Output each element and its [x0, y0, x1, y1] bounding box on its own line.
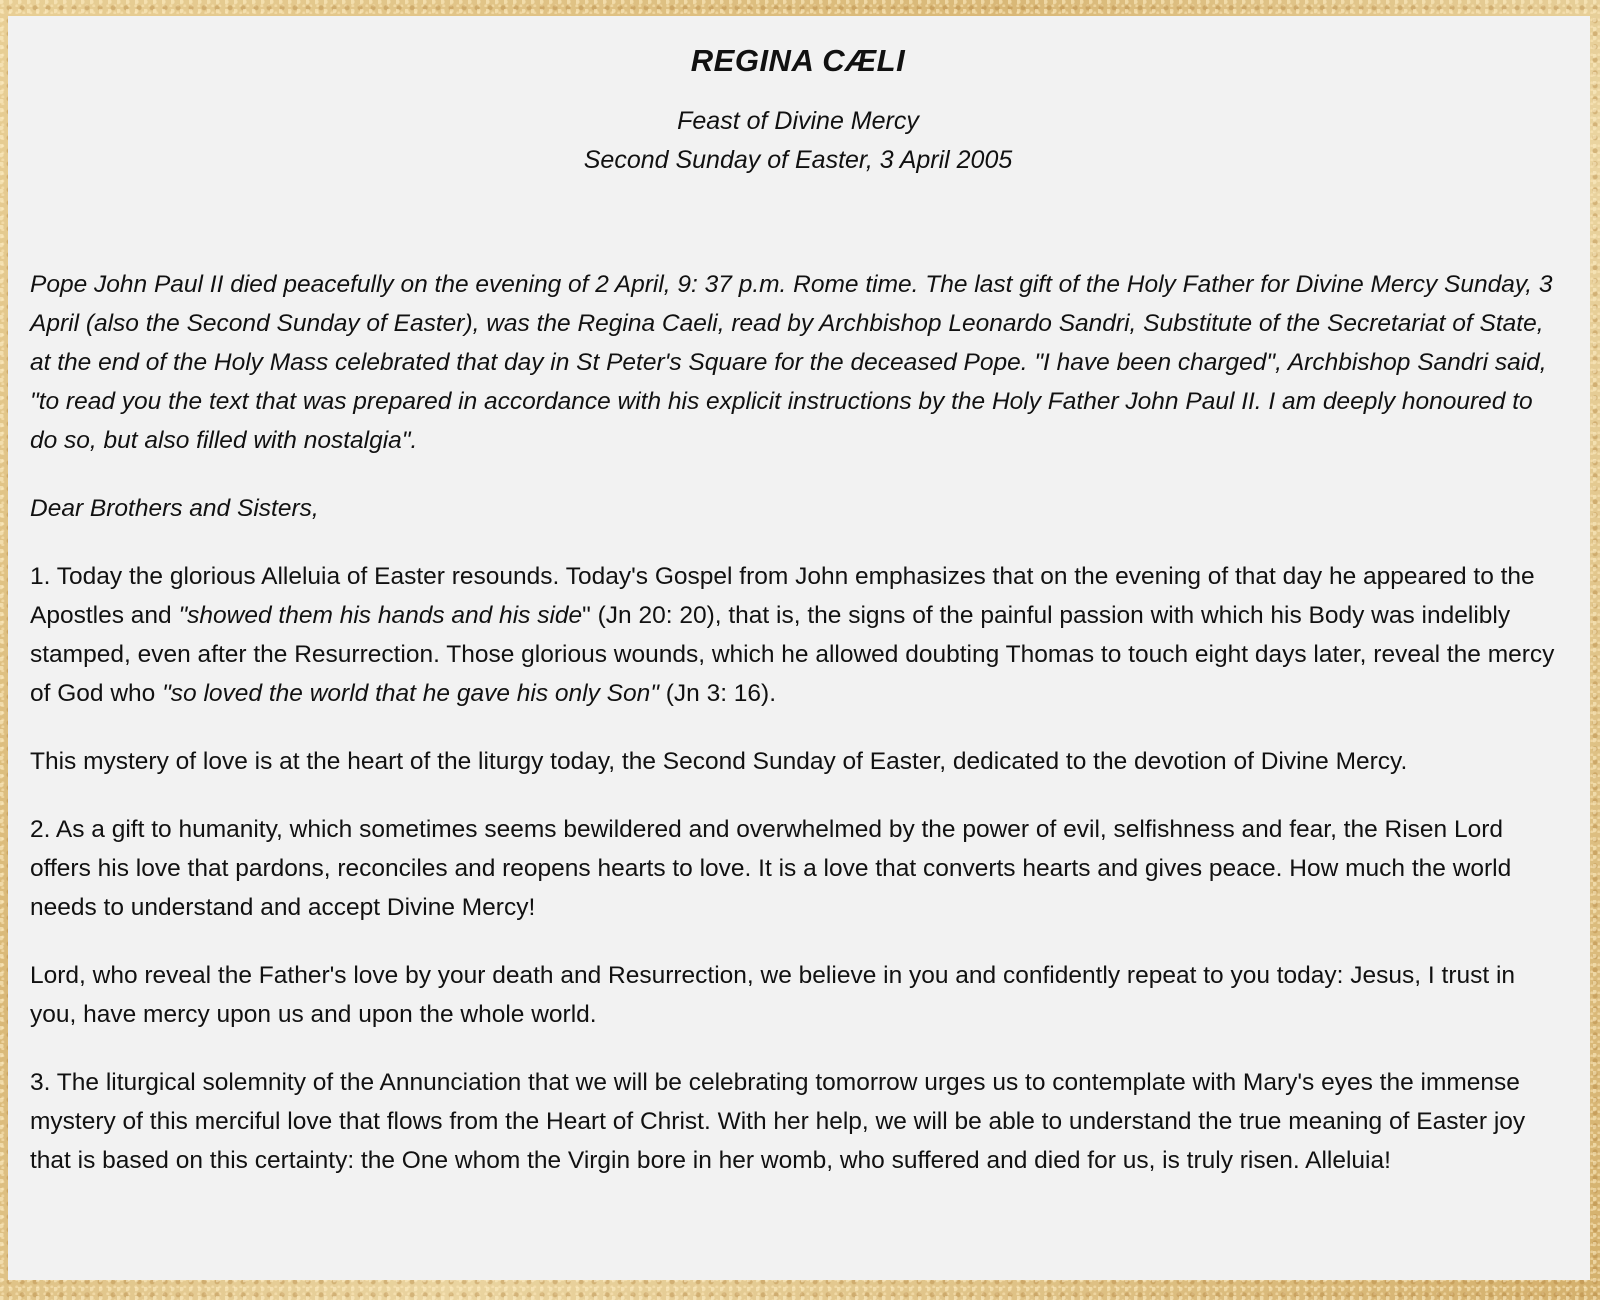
paragraph-3: 2. As a gift to humanity, which sometimes seems bewildered and overwhelmed by the power of evil, selfishness and fear, the Risen Lord offers his love that pardons, reconciles and reopens hearts to love. It is a love that converts hearts and gives peace. How much the world needs to understand and accept Divine Mercy! [30, 816, 1512, 921]
paragraph-1-quote1: "showed them his hands and his side [178, 602, 583, 629]
paragraph-1-part1: 1. Today the glorious Alleluia of Easter resounds. Today's Gospel from John emphasizes that on the evening of that day he appeared to the Apostles and [30, 563, 1535, 629]
paragraph-2: This mystery of love is at the heart of the liturgy today, the Second Sunday of Easter, dedicated to the devotion of Divine Mercy. [30, 748, 1408, 775]
paragraph-1-part3: (Jn 3: 16). [658, 680, 777, 707]
document-subtitle [30, 80, 1566, 180]
intro-paragraph: Pope John Paul II died peacefully on the evening of 2 April, 9: 37 p.m. Rome time. The last gift of the Holy Father for Divine Mercy Sunday, 3 April (also the Second Sunday of Easter), was the Regina Caeli, read by Archbishop Leonardo Sandri, Substitute of the Secretariat of State, at the end of the Holy Mass celebrated that day in St Peter's Square for the deceased Pope. "I have been charged", Archbishop Sandri said, "to read you the text that was prepared in accordance with his explicit instructions by the Holy Father John Paul II. I am deeply honoured to do so, but also filled with nostalgia". [30, 271, 1553, 454]
subtitle-feast: Feast of Divine Mercy [677, 107, 919, 135]
paragraph-1-part2: " (Jn 20: 20), that is, the signs of the painful passion with which his Body was indelibly stamped, even after the Resurrection. Those glorious wounds, which he allowed doubting Thomas to touch eight days later, reveal the mercy of God who [30, 602, 1555, 707]
paragraph-4: Lord, who reveal the Father's love by your death and Resurrection, we believe in you and confidently repeat to you today: Jesus, I trust in you, have mercy upon us and upon the whole world. [30, 962, 1516, 1028]
paragraph-5: 3. The liturgical solemnity of the Annunciation that we will be celebrating tomorrow urges us to contemplate with Mary's eyes the immense mystery of this merciful love that flows from the Heart of Christ. With her help, we will be able to understand the true meaning of Easter joy that is based on this certainty: the One whom the Virgin bore in her womb, who suffered and died for us, is truly risen. Alleluia! [30, 1069, 1526, 1174]
document-page [8, 16, 1590, 1280]
subtitle-date: Second Sunday of Easter, 3 April 2005 [583, 146, 1013, 174]
document-title: REGINA CÆLI [690, 43, 906, 78]
paragraph-1-quote2: "so loved the world that he gave his only Son" [162, 680, 659, 707]
paragraph-1 [30, 528, 1566, 713]
salutation: Dear Brothers and Sisters, [30, 495, 319, 522]
